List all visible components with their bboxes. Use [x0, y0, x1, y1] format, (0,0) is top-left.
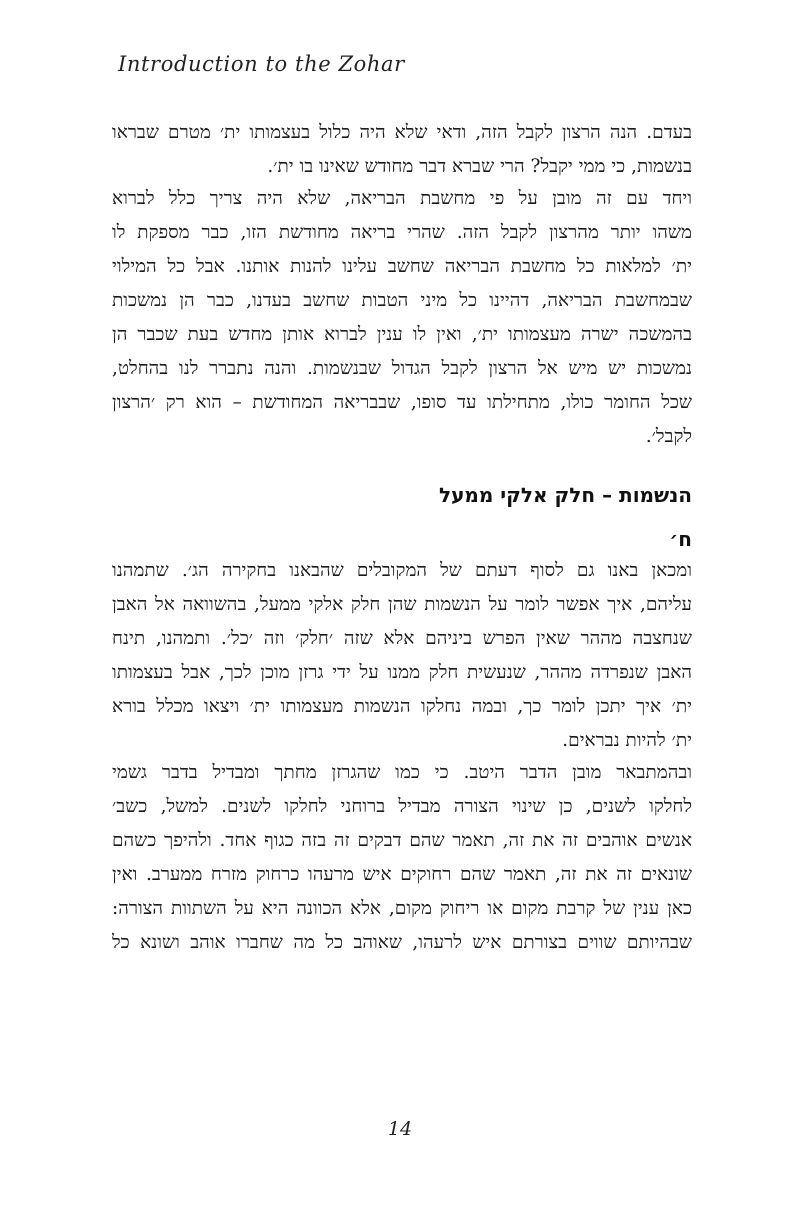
text-line: לחלקו לשנים, כן שינוי הצורה מבדיל ברוחני לחלקו לשנים. למשל, כשב׳	[112, 796, 692, 817]
text-line: שבמחשבת הבריאה, דהיינו כל מיני הטבות שחשב בעדנו, כבר הן נמשכות	[112, 290, 692, 311]
text-line: ית׳ להיות נבראים.	[562, 730, 692, 751]
text-line: בהמשכה ישרה מעצמותו ית׳, ואין לו ענין לברוא אותן מחדש בעת שכבר הן	[112, 324, 692, 345]
text-line: ית׳ איך יתכן לומר כך, ובמה נחלקו הנשמות מעצמותו ית׳ ויצאו מכלל בורא	[112, 696, 692, 717]
text-line: ויחד עם זה מובן על פי מחשבת הבריאה, שלא היה צריך כלל לברוא	[112, 188, 692, 209]
paragraph-1	[112, 116, 692, 184]
page-number: 14	[387, 1118, 413, 1140]
paragraph-2	[112, 182, 692, 454]
text-line: משהו יותר מהרצון לקבל הזה. שהרי בריאה מחודשת הזו, כבר מספקת לו	[112, 222, 692, 243]
text-line: ית׳ למלאות כל מחשבת הבריאה שחשב עלינו להנות אותנו. אבל כל המילוי	[112, 256, 692, 277]
text-line: עליהם, איך אפשר לומר על הנשמות שהן חלק אלקי ממעל, בהשוואה אל האבן	[112, 594, 692, 615]
text-line: שנחצבה מההר שאין הפרש ביניהם אלא שזה ׳חלק׳ וזה ׳כל׳. ותמהנו, תינח	[112, 628, 692, 649]
text-line: בנשמות, כי ממי יקבל? הרי שברא דבר מחודש שאינו בו ית׳.	[267, 156, 692, 177]
paragraph-4	[112, 756, 692, 960]
text-line: האבן שנפרדה מההר, שנעשית חלק ממנו על ידי גרזן מוכן לכך, אבל בעצמותו	[112, 662, 692, 683]
text-line: לקבל׳.	[645, 426, 692, 447]
text-line: שונאים זה את זה, תאמר שהם רחוקים איש מרעהו כרחוק מזרח ממערב. ואין	[112, 864, 692, 885]
section-number: ח׳	[669, 527, 692, 551]
text-line: אנשים אוהבים זה את זה, תאמר שהם דבקים זה בזה כגוף אחד. ולהיפך כשהם	[112, 830, 692, 851]
text-line: שבהיותם שווים בצורתם איש לרעהו, שאוהב כל מה שחברו אוהב ושונא כל	[112, 932, 692, 953]
paragraph-3	[112, 554, 692, 758]
section-heading: הנשמות – חלק אלקי ממעל	[438, 483, 692, 507]
text-line: ומכאן באנו גם לסוף דעתם של המקובלים שהבאנו בחקירה הג׳. שתמהנו	[112, 560, 692, 581]
text-line: ובהמתבאר מובן הדבר היטב. כי כמו שהגרזן מחתך ומבדיל בדבר גשמי	[112, 762, 692, 783]
text-line: בעדם. הנה הרצון לקבל הזה, ודאי שלא היה כלול בעצמותו ית׳ מטרם שבראו	[112, 122, 692, 143]
text-line: שכל החומר כולו, מתחילתו עד סופו, שבבריאה המחודשת – הוא רק ׳הרצון	[112, 392, 692, 413]
text-line: נמשכות יש מיש אל הרצון לקבל הגדול שבנשמות. והנה נתברר לנו בהחלט,	[112, 358, 692, 379]
text-line: כאן ענין של קרבת מקום או ריחוק מקום, אלא הכוונה היא על השתוות הצורה:	[112, 898, 692, 919]
running-header: Introduction to the Zohar	[118, 52, 405, 76]
